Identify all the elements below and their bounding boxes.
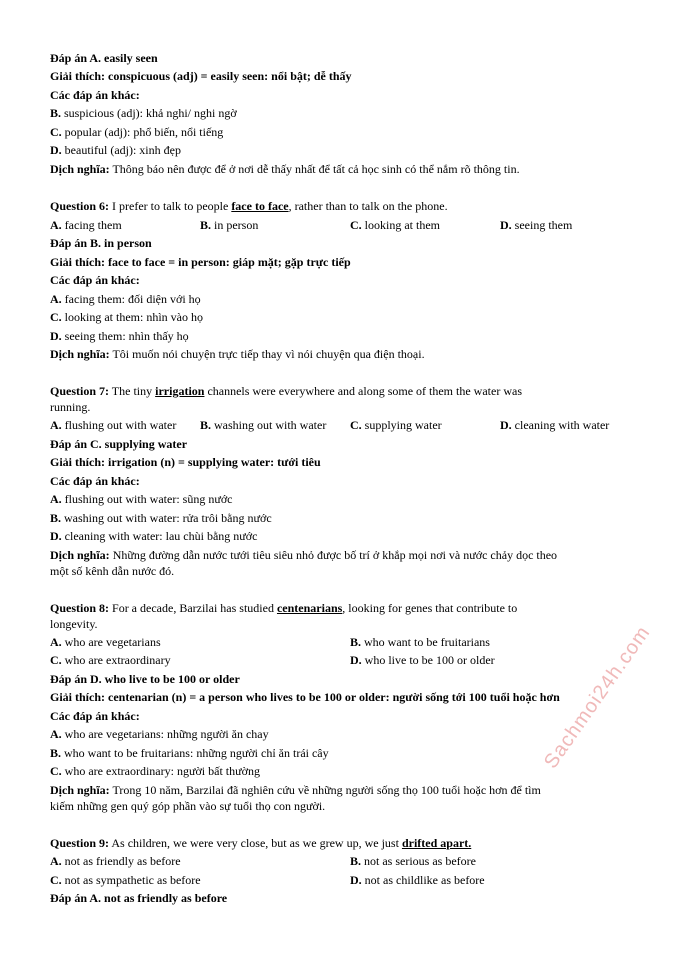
other-option: B. who want to be fruitarians: những người chỉ ăn trái cây [50, 746, 329, 760]
answer-line: Đáp án B. in person [50, 236, 152, 250]
translation-line: Dịch nghĩa: Thông báo nên được để ở nơi dễ thấy nhất để tất cả học sinh có thể nắm rõ thông tin. [50, 162, 520, 176]
other-option: C. popular (adj): phổ biến, nổi tiếng [50, 125, 224, 139]
other-option: A. who are vegetarians: những người ăn chay [50, 727, 269, 741]
answer-line: Đáp án A. not as friendly as before [50, 891, 228, 905]
question-7-cont: running. [50, 400, 91, 414]
translation-line: Dịch nghĩa: Tôi muốn nói chuyện trực tiếp thay vì nói chuyện qua điện thoại. [50, 347, 425, 361]
other-option: B. washing out with water: rửa trôi bằng nước [50, 511, 272, 525]
other-option: D. seeing them: nhìn thấy họ [50, 329, 189, 343]
explanation-line: Giải thích: centenarian (n) = a person who lives to be 100 or older: người sống tới 100 tuổi hoặc hơn [50, 690, 560, 704]
option-b: B. washing out with water [200, 418, 327, 432]
other-option: D. beautiful (adj): xinh đẹp [50, 143, 181, 157]
other-option: D. cleaning with water: lau chùi bằng nước [50, 529, 258, 543]
option-a: A. who are vegetarians [50, 635, 161, 649]
answer-line: Đáp án D. who live to be 100 or older [50, 672, 240, 686]
option-a: A. flushing out with water [50, 418, 177, 432]
option-d: D. cleaning with water [500, 418, 610, 432]
explanation-line: Giải thích: conspicuous (adj) = easily seen: nổi bật; dễ thấy [50, 69, 352, 83]
question-9: Question 9: As children, we were very close, but as we grew up, we just drifted apart. [50, 836, 472, 850]
answer-line: Đáp án A. easily seen [50, 51, 158, 65]
option-a: A. not as friendly as before [50, 854, 181, 868]
translation-line: Dịch nghĩa: Những đường dẫn nước tưới tiêu siêu nhỏ được bố trí ở khắp mọi nơi và nước chảy dọc theo [50, 548, 558, 562]
option-d: D. not as childlike as before [350, 873, 485, 887]
explanation-line: Giải thích: irrigation (n) = supplying water: tưới tiêu [50, 455, 321, 469]
translation-line: Dịch nghĩa: Trong 10 năm, Barzilai đã nghiên cứu về những người sống thọ 100 tuổi hoặc hơn để tìm [50, 783, 541, 797]
other-option: A. facing them: đối diện với họ [50, 292, 201, 306]
question-6: Question 6: I prefer to talk to people face to face, rather than to talk on the phone. [50, 199, 448, 213]
other-option: A. flushing out with water: sũng nước [50, 492, 233, 506]
option-b: B. in person [200, 218, 259, 232]
other-option: C. who are extraordinary: người bất thường [50, 764, 260, 778]
option-c: C. looking at them [350, 218, 440, 232]
other-option: C. looking at them: nhìn vào họ [50, 310, 203, 324]
others-title: Các đáp án khác: [50, 273, 140, 287]
option-d: D. who live to be 100 or older [350, 653, 495, 667]
option-b: B. who want to be fruitarians [350, 635, 490, 649]
others-title: Các đáp án khác: [50, 474, 140, 488]
watermark: Sachmoi24h.com [540, 621, 655, 773]
option-c: C. supplying water [350, 418, 442, 432]
option-c: C. not as sympathetic as before [50, 873, 201, 887]
option-b: B. not as serious as before [350, 854, 476, 868]
option-d: D. seeing them [500, 218, 573, 232]
translation-cont: kiếm những gen quý góp phần vào sự tuổi thọ con người. [50, 799, 326, 813]
other-option: B. suspicious (adj): khả nghi/ nghi ngờ [50, 106, 237, 120]
others-title: Các đáp án khác: [50, 709, 140, 723]
question-8-cont: longevity. [50, 617, 98, 631]
answer-line: Đáp án C. supplying water [50, 437, 188, 451]
explanation-line: Giải thích: face to face = in person: giáp mặt; gặp trực tiếp [50, 255, 351, 269]
translation-cont: một số kênh dẫn nước đó. [50, 564, 175, 578]
question-8: Question 8: For a decade, Barzilai has studied centenarians, looking for genes that contribute to [50, 601, 518, 615]
others-title: Các đáp án khác: [50, 88, 140, 102]
option-a: A. facing them [50, 218, 122, 232]
option-c: C. who are extraordinary [50, 653, 171, 667]
question-7: Question 7: The tiny irrigation channels were everywhere and along some of them the water was [50, 384, 522, 398]
